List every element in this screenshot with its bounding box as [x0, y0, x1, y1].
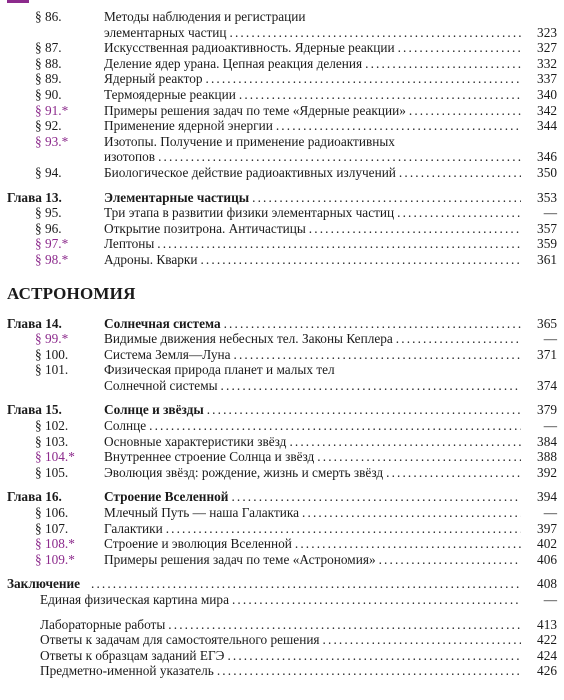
page-number: — [543, 205, 557, 221]
toc-entry-row [0, 165, 564, 181]
page-number: 342 [537, 102, 557, 118]
entry-title-wrap [104, 165, 524, 181]
toc-entry-row [0, 552, 564, 568]
entry-title-wrap [104, 521, 524, 537]
entry-title-wrap [104, 362, 335, 378]
dot-leader [149, 418, 521, 434]
paragraph-number: § 93.* [35, 133, 69, 149]
section-title: АСТРОНОМИЯ [7, 283, 136, 303]
heading-title: Заключение [7, 576, 81, 592]
entry-title: Применение ядерной энергии [104, 118, 273, 134]
entry-title: Солнечная система [104, 315, 221, 331]
page-number: 379 [537, 402, 557, 418]
dot-leader [217, 663, 521, 679]
entry-title: изотопов [104, 149, 156, 165]
toc-entry-row [0, 331, 564, 347]
entry-title-wrap [104, 221, 524, 237]
paragraph-number: § 95. [35, 205, 62, 221]
entry-title: Основные характеристики звёзд [104, 433, 287, 449]
toc-entry-row [0, 617, 564, 633]
entry-title-wrap [40, 617, 524, 633]
paragraph-number: § 109.* [35, 551, 75, 567]
entry-title: Примеры решения задач по теме «Астрономия» [104, 551, 376, 567]
dot-leader [157, 236, 521, 252]
page-number: 337 [537, 71, 557, 87]
entry-title-wrap [104, 252, 524, 268]
entry-title: Методы наблюдения и регистрации [104, 9, 306, 24]
paragraph-number: § 106. [35, 505, 69, 521]
dot-leader [295, 536, 521, 552]
dot-leader [323, 632, 521, 648]
page-number: 394 [537, 489, 557, 505]
entry-title: Видимые движения небесных тел. Законы Кеплера [104, 331, 393, 347]
toc-entry-row [0, 592, 564, 608]
entry-title: Адроны. Кварки [104, 251, 198, 267]
toc-entry-row [0, 505, 564, 521]
entry-title-wrap [40, 632, 524, 648]
toc-entry-row [0, 134, 564, 150]
entry-title: элементарных частиц [104, 24, 227, 40]
entry-title-wrap [104, 103, 524, 119]
page-number: 350 [537, 164, 557, 180]
paragraph-number: § 101. [35, 362, 69, 378]
toc-chapter-row [0, 316, 564, 332]
toc-entry-row [0, 449, 564, 465]
entry-title: Внутреннее строение Солнца и звёзд [104, 449, 315, 465]
dot-leader [91, 576, 521, 592]
page-number: 384 [537, 433, 557, 449]
entry-title: Ответы к образцам заданий ЕГЭ [40, 647, 225, 663]
dot-leader [397, 205, 521, 221]
page-number: 422 [537, 632, 557, 648]
entry-title-wrap [104, 402, 524, 418]
entry-title-wrap [104, 505, 524, 521]
chapter-number: Глава 13. [7, 189, 62, 205]
toc-entry-row [0, 118, 564, 134]
page-number: 357 [537, 220, 557, 236]
chapter-number: Глава 16. [7, 489, 62, 505]
dot-leader [207, 402, 521, 418]
entry-title-wrap [104, 56, 524, 72]
entry-title-wrap [104, 118, 524, 134]
toc-entry-row [0, 40, 564, 56]
entry-title-wrap [104, 40, 524, 56]
chapter-number: Глава 15. [7, 402, 62, 418]
paragraph-number: § 104.* [35, 449, 75, 465]
page-number: 353 [537, 189, 557, 205]
dot-leader [221, 378, 521, 394]
dot-leader [399, 165, 521, 181]
entry-title-wrap [104, 71, 524, 87]
page-number: — [543, 418, 557, 434]
entry-title-wrap [104, 418, 524, 434]
toc-entry-row [0, 71, 564, 87]
entry-title: Строение Вселенной [104, 489, 229, 505]
page-number: 359 [537, 236, 557, 252]
page-number: 374 [537, 377, 557, 393]
page-number: 397 [537, 520, 557, 536]
dot-leader [239, 87, 521, 103]
entry-title: Млечный Путь — наша Галактика [104, 505, 300, 521]
entry-title-wrap [40, 663, 524, 679]
entry-title-wrap [104, 331, 524, 347]
entry-title: Система Земля—Луна [104, 346, 231, 362]
toc-entry-row [0, 56, 564, 72]
toc-entry-row [0, 378, 564, 394]
entry-title-wrap [104, 347, 524, 363]
dot-leader [200, 252, 521, 268]
entry-title-wrap [104, 9, 306, 25]
entry-title-wrap [104, 87, 524, 103]
toc-entry-row [0, 9, 564, 25]
dot-leader [168, 617, 521, 633]
dot-leader [230, 25, 521, 41]
paragraph-number: § 97.* [35, 236, 69, 252]
toc-chapter-row [0, 402, 564, 418]
dot-leader [386, 465, 521, 481]
dot-leader [252, 190, 521, 206]
top-accent-bar [7, 0, 29, 3]
page-number: 426 [537, 663, 557, 679]
entry-title: Ядерный реактор [104, 71, 203, 87]
paragraph-number: § 94. [35, 164, 62, 180]
entry-title-wrap [104, 378, 524, 394]
entry-title: Предметно-именной указатель [40, 663, 214, 679]
paragraph-number: § 89. [35, 71, 62, 87]
page-number: 344 [537, 118, 557, 134]
entry-title-wrap [104, 134, 395, 150]
table-of-contents [0, 9, 564, 679]
entry-title-wrap [104, 449, 524, 465]
entry-title: Ответы к задачам для самостоятельного решения [40, 632, 320, 648]
paragraph-number: § 107. [35, 520, 69, 536]
paragraph-number: § 87. [35, 40, 62, 56]
entry-title-wrap [104, 149, 524, 165]
entry-title: Примеры решения задач по теме «Ядерные реакции» [104, 102, 406, 118]
paragraph-number: § 88. [35, 55, 62, 71]
paragraph-number: § 103. [35, 433, 69, 449]
page-number: 346 [537, 149, 557, 165]
entry-title-wrap [104, 434, 524, 450]
toc-entry-row [0, 87, 564, 103]
page-number: 340 [537, 86, 557, 102]
page-number: 413 [537, 616, 557, 632]
entry-title-wrap [104, 489, 524, 505]
entry-title-wrap [104, 465, 524, 481]
dot-leader [309, 221, 521, 237]
toc-chapter-row [0, 489, 564, 505]
toc-entry-row [0, 521, 564, 537]
toc-entry-row [0, 362, 564, 378]
dot-leader [232, 592, 521, 608]
dot-leader [231, 489, 521, 505]
toc-entry-row [0, 632, 564, 648]
page-number: 365 [537, 315, 557, 331]
page-number: 388 [537, 449, 557, 465]
toc-entry-row [0, 149, 564, 165]
dot-leader [396, 331, 521, 347]
paragraph-number: § 100. [35, 346, 69, 362]
entry-title: Солнце и звёзды [104, 402, 204, 418]
toc-entry-row [0, 252, 564, 268]
toc-entry-row [0, 347, 564, 363]
dot-leader [302, 505, 521, 521]
entry-title-wrap [40, 648, 524, 664]
toc-entry-row [0, 205, 564, 221]
entry-title: Открытие позитрона. Античастицы [104, 220, 306, 236]
entry-title-wrap [104, 236, 524, 252]
entry-title: Эволюция звёзд: рождение, жизнь и смерть звёзд [104, 464, 384, 480]
section-heading [0, 281, 564, 307]
dot-leader [234, 347, 521, 363]
entry-title: Термоядерные реакции [104, 86, 236, 102]
toc-entry-row [0, 663, 564, 679]
paragraph-number: § 102. [35, 418, 69, 434]
dot-leader [158, 149, 521, 165]
entry-title-wrap [104, 25, 524, 41]
toc-entry-row [0, 221, 564, 237]
toc-entry-row [0, 236, 564, 252]
dot-leader [224, 316, 521, 332]
page-number: — [543, 505, 557, 521]
paragraph-number: § 96. [35, 220, 62, 236]
page-number: 402 [537, 536, 557, 552]
toc-heading-row [0, 576, 564, 592]
page-number: 371 [537, 346, 557, 362]
entry-title: Галактики [104, 520, 163, 536]
entry-title: Строение и эволюция Вселенной [104, 536, 292, 552]
dot-leader [398, 40, 521, 56]
dot-leader [289, 434, 521, 450]
dot-leader [365, 56, 521, 72]
entry-title-wrap [104, 205, 524, 221]
entry-title-wrap [104, 536, 524, 552]
entry-title: Лептоны [104, 236, 155, 252]
paragraph-number: § 105. [35, 464, 69, 480]
paragraph-number: § 91.* [35, 102, 69, 118]
dot-leader [206, 71, 521, 87]
toc-entry-row [0, 418, 564, 434]
dot-leader [409, 103, 521, 119]
page-number: — [543, 331, 557, 347]
paragraph-number: § 92. [35, 118, 62, 134]
page-number: 406 [537, 551, 557, 567]
toc-entry-row [0, 25, 564, 41]
paragraph-number: § 99.* [35, 331, 69, 347]
dot-leader [379, 552, 521, 568]
dot-leader [166, 521, 521, 537]
toc-entry-row [0, 103, 564, 119]
page-number: 424 [537, 647, 557, 663]
entry-title-wrap [104, 552, 524, 568]
entry-title-wrap [104, 190, 524, 206]
toc-entry-row [0, 648, 564, 664]
page-number: 332 [537, 55, 557, 71]
page-number: 392 [537, 464, 557, 480]
chapter-number: Глава 14. [7, 315, 62, 331]
entry-leader [88, 576, 524, 592]
page-number: 327 [537, 40, 557, 56]
toc-entry-row [0, 536, 564, 552]
paragraph-number: § 90. [35, 86, 62, 102]
paragraph-number: § 98.* [35, 251, 69, 267]
page-number: 323 [537, 24, 557, 40]
entry-title: Лабораторные работы [40, 616, 166, 632]
entry-title: Единая физическая картина мира [40, 592, 229, 607]
entry-title-wrap [104, 316, 524, 332]
page-number: 361 [537, 251, 557, 267]
entry-title: Искусственная радиоактивность. Ядерные реакции [104, 40, 395, 56]
dot-leader [317, 449, 521, 465]
dot-leader [227, 648, 521, 664]
entry-title: Деление ядер урана. Цепная реакция деления [104, 55, 363, 71]
toc-entry-row [0, 465, 564, 481]
entry-title: Три этапа в развитии физики элементарных частиц [104, 205, 395, 221]
entry-title: Элементарные частицы [104, 189, 250, 205]
entry-title: Физическая природа планет и малых тел [104, 362, 335, 378]
toc-chapter-row [0, 190, 564, 206]
paragraph-number: § 86. [35, 9, 62, 24]
entry-title: Изотопы. Получение и применение радиоактивных [104, 133, 395, 149]
page-number: — [543, 592, 557, 607]
paragraph-number: § 108.* [35, 536, 75, 552]
entry-title: Солнце [104, 418, 147, 434]
page-number: 408 [537, 576, 557, 592]
entry-title: Солнечной системы [104, 377, 218, 393]
entry-title: Биологическое действие радиоактивных излучений [104, 164, 396, 180]
entry-title-wrap [40, 592, 524, 608]
dot-leader [276, 118, 521, 134]
toc-entry-row [0, 434, 564, 450]
